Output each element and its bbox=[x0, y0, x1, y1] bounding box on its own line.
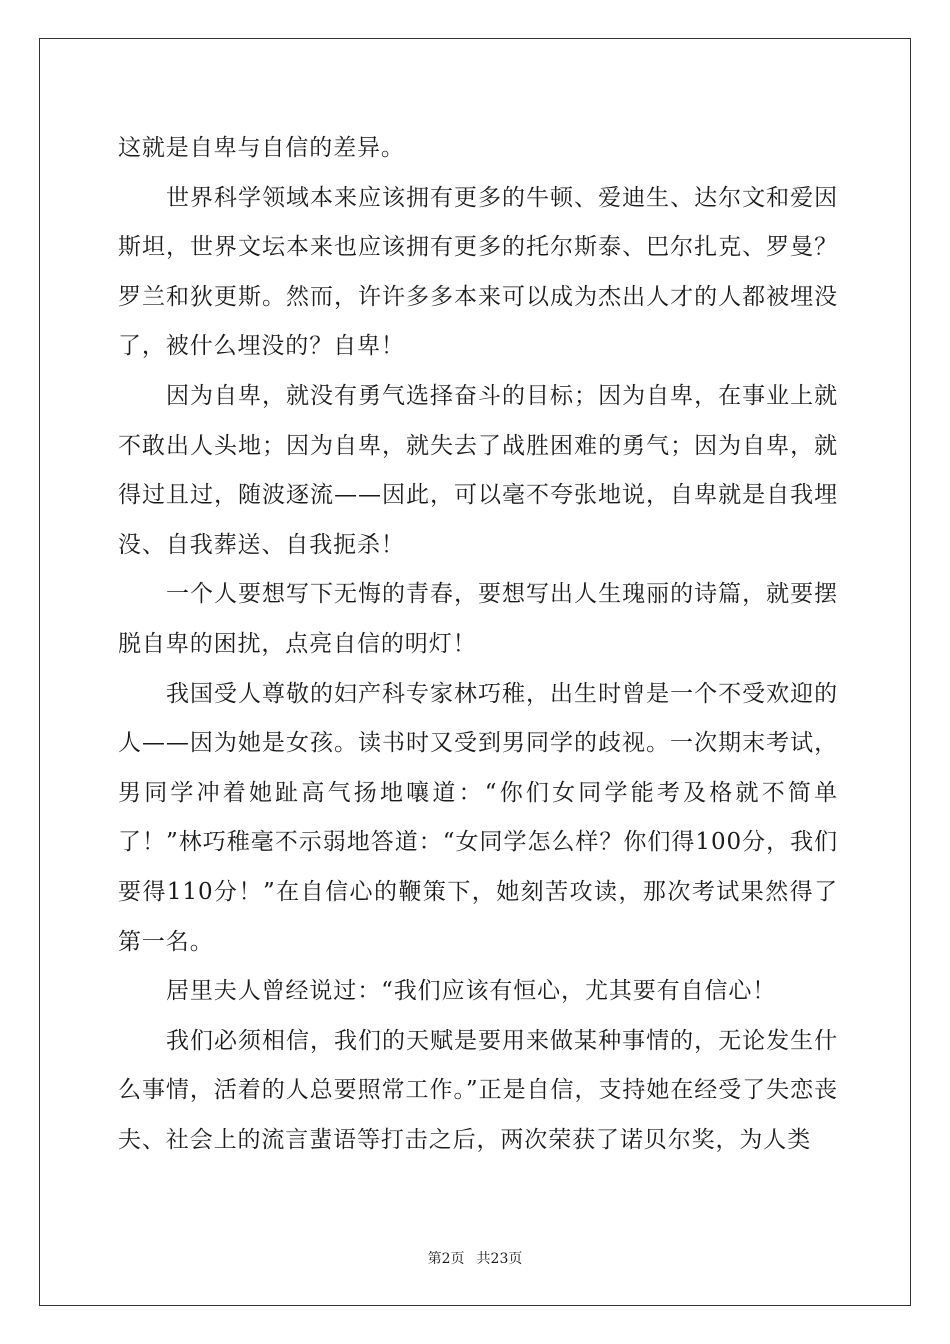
paragraph: 我国受人尊敬的妇产科专家林巧稚，出生时曾是一个不受欢迎的人——因为她是女孩。读书时又受到男同学的歧视。一次期末考试，男同学冲着她趾高气扬地嚷道：“你们女同学能考及格就不简单了！”林巧稚毫不示弱地答道：“女同学怎么样？你们得100分，我们要得110分！”在自信心的鞭策下，她刻苦攻读，那次考试果然得了第一名。 bbox=[118, 680, 838, 955]
paragraph: 这就是自卑与自信的差异。 bbox=[118, 135, 405, 161]
paragraph: 居里夫人曾经说过：“我们应该有恒心，尤其要有自信心！ bbox=[166, 978, 777, 1005]
total-page-count: 共23页 bbox=[476, 1251, 523, 1267]
paragraph: 我们必须相信，我们的天赋是要用来做某种事情的，无论发生什么事情，活着的人总要照常工作。”正是自信，支持她在经受了失恋丧夫、社会上的流言蜚语等打击之后，两次荣获了诺贝尔奖，为人类 bbox=[118, 1027, 838, 1153]
page-footer bbox=[0, 1248, 950, 1268]
document-body bbox=[118, 124, 838, 1165]
paragraph: 世界科学领域本来应该拥有更多的牛顿、爱迪生、达尔文和爱因斯坦，世界文坛本来也应该拥有更多的托尔斯泰、巴尔扎克、罗曼？罗兰和狄更斯。然而，许许多多本来可以成为杰出人才的人都被埋没了，被什么埋没的？自卑！ bbox=[118, 184, 838, 360]
paragraph: 因为自卑，就没有勇气选择奋斗的目标；因为自卑，在事业上就不敢出人头地；因为自卑，就失去了战胜困难的勇气；因为自卑，就得过且过，随波逐流——因此，可以毫不夸张地说，自卑就是自我埋没、自我葬送、自我扼杀！ bbox=[118, 382, 838, 558]
paragraph: 一个人要想写下无悔的青春，要想写出人生瑰丽的诗篇，就要摆脱自卑的困扰，点亮自信的明灯！ bbox=[118, 581, 838, 657]
current-page-number: 第2页 bbox=[427, 1251, 465, 1267]
